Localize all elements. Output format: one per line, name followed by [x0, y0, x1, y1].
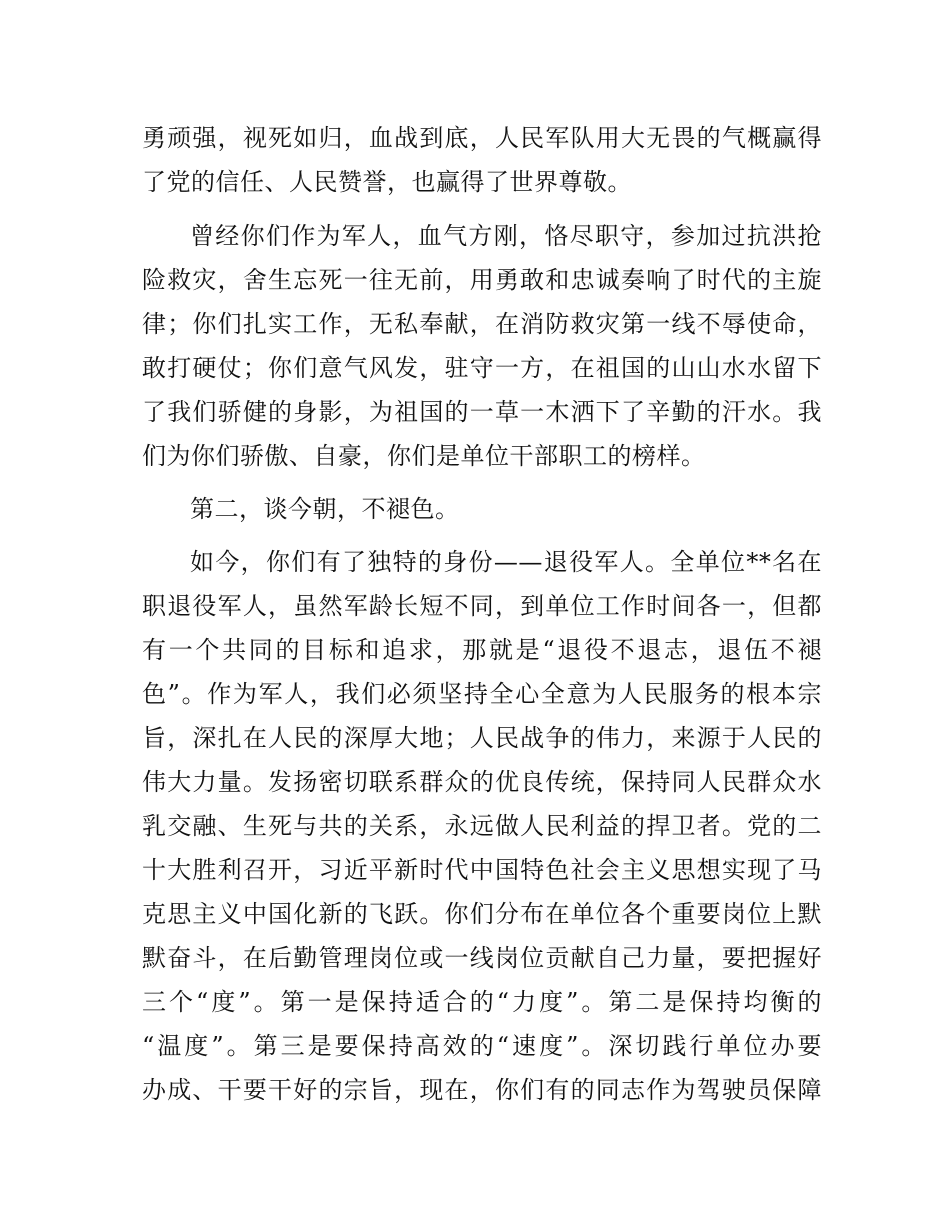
paragraph-4-line-9: 克思主义中国化新的飞跃。你们分布在单位各个重要岗位上默 [142, 900, 822, 928]
paragraph-4-line-3: 有一个共同的目标和追求，那就是“退役不退志，退伍不褪 [142, 636, 822, 664]
paragraph-4-line-11: 三个“度”。第一是保持适合的“力度”。第二是保持均衡的 [142, 988, 822, 1016]
paragraph-2-line-2: 险救灾，舍生忘死一往无前，用勇敢和忠诚奏响了时代的主旋 [142, 266, 822, 294]
paragraph-4-line-10: 默奋斗，在后勤管理岗位或一线岗位贡献自己力量，要把握好 [142, 944, 822, 972]
paragraph-1-line-2: 了党的信任、人民赞誉，也赢得了世界尊敬。 [142, 168, 632, 196]
paragraph-2-line-5: 了我们骄健的身影，为祖国的一草一木洒下了辛勤的汗水。我 [142, 398, 822, 426]
paragraph-4-line-4: 色”。作为军人，我们必须坚持全心全意为人民服务的根本宗 [142, 680, 822, 708]
paragraph-2-line-3: 律；你们扎实工作，无私奉献，在消防救灾第一线不辱使命， [142, 310, 822, 338]
paragraph-4-line-13: 办成、干要干好的宗旨，现在，你们有的同志作为驾驶员保障 [142, 1076, 822, 1104]
section-heading: 第二，谈今朝，不褪色。 [190, 495, 460, 523]
paragraph-4-line-1: 如今，你们有了独特的身份——退役军人。全单位**名在 [190, 548, 822, 576]
paragraph-4-line-2: 职退役军人，虽然军龄长短不同，到单位工作时间各一，但都 [142, 592, 822, 620]
paragraph-2-line-6: 们为你们骄傲、自豪，你们是单位干部职工的榜样。 [142, 442, 706, 470]
paragraph-2-line-1: 曾经你们作为军人，血气方刚，恪尽职守，参加过抗洪抢 [190, 222, 822, 250]
paragraph-2-line-4: 敢打硬仗；你们意气风发，驻守一方，在祖国的山山水水留下 [142, 354, 822, 382]
paragraph-4-line-5: 旨，深扎在人民的深厚大地；人民战争的伟力，来源于人民的 [142, 724, 822, 752]
paragraph-4-line-8: 十大胜利召开，习近平新时代中国特色社会主义思想实现了马 [142, 856, 822, 884]
paragraph-1-line-1: 勇顽强，视死如归，血战到底，人民军队用大无畏的气概赢得 [142, 124, 822, 152]
paragraph-4-line-6: 伟大力量。发扬密切联系群众的优良传统，保持同人民群众水 [142, 768, 822, 796]
paragraph-4-line-12: “温度”。第三是要保持高效的“速度”。深切践行单位办要 [142, 1032, 822, 1060]
paragraph-4-line-7: 乳交融、生死与共的关系，永远做人民利益的捍卫者。党的二 [142, 812, 822, 840]
